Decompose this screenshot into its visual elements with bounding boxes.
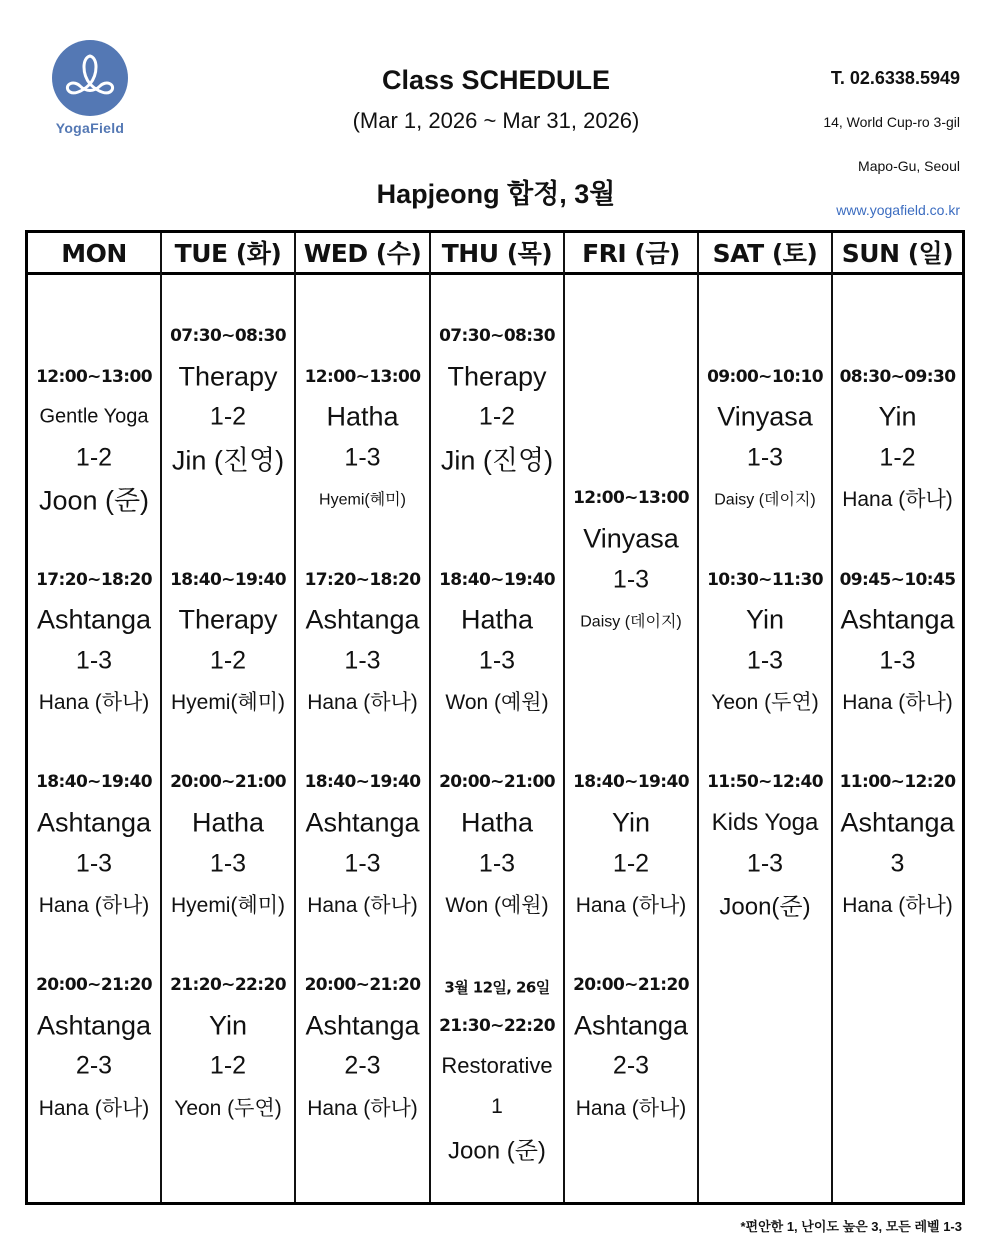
class-level: 2-3 bbox=[75, 1051, 113, 1080]
class-name: Hatha bbox=[460, 604, 534, 635]
class-level: 1-3 bbox=[344, 443, 381, 472]
class-instructor: Hana (하나) bbox=[575, 1097, 687, 1120]
class-instructor: Hana (하나) bbox=[38, 1097, 150, 1120]
class-name: Vinyasa bbox=[717, 401, 813, 432]
class-level: 1-2 bbox=[209, 646, 247, 675]
class-level: 2-3 bbox=[612, 1051, 650, 1080]
day-header-mon: MON bbox=[61, 239, 127, 268]
level-footnote: *편안한 1, 난이도 높은 3, 모든 레벨 1-3 bbox=[740, 1219, 962, 1234]
class-level: 1-3 bbox=[612, 565, 650, 594]
class-level: 1-3 bbox=[75, 849, 113, 878]
class-name: Therapy bbox=[178, 604, 278, 635]
class-name: Ashtanga bbox=[36, 807, 152, 838]
class-time: 17:20~18:20 bbox=[304, 570, 421, 590]
class-level: 1-3 bbox=[746, 849, 784, 878]
class-instructor: Won (예원) bbox=[445, 894, 549, 917]
class-instructor: Hana (하나) bbox=[842, 488, 953, 511]
class-instructor: Hana (하나) bbox=[842, 691, 953, 714]
class-instructor: Daisy (데이지) bbox=[580, 613, 682, 631]
class-instructor: Hyemi(혜미) bbox=[319, 491, 406, 509]
class-time: 20:00~21:20 bbox=[573, 975, 689, 995]
class-name: Ashtanga bbox=[840, 604, 955, 635]
class-time: 11:00~12:20 bbox=[839, 772, 956, 792]
class-time: 20:00~21:20 bbox=[36, 975, 152, 995]
class-name: Ashtanga bbox=[36, 1010, 152, 1041]
class-time: 12:00~13:00 bbox=[573, 488, 689, 508]
class-time: 18:40~19:40 bbox=[573, 772, 689, 792]
class-time: 17:20~18:20 bbox=[36, 570, 152, 590]
brand-name: YogaField bbox=[55, 120, 125, 136]
class-level: 1-3 bbox=[746, 646, 784, 675]
class-instructor: Hana (하나) bbox=[307, 1097, 418, 1120]
class-instructor: Joon (준) bbox=[448, 1137, 546, 1165]
phone-number: T. 02.6338.5949 bbox=[830, 68, 960, 88]
class-level: 1-2 bbox=[209, 1051, 247, 1080]
class-name: Hatha bbox=[460, 807, 534, 838]
day-header-wed: WED (수) bbox=[303, 239, 422, 268]
class-instructor: Hana (하나) bbox=[842, 894, 953, 917]
class-time: 12:00~13:00 bbox=[304, 367, 421, 387]
class-instructor: Yeon (두연) bbox=[711, 691, 819, 714]
class-level: 1-2 bbox=[478, 402, 516, 431]
branch-title: Hapjeong 합정, 3월 bbox=[376, 179, 616, 209]
class-time: 20:00~21:00 bbox=[170, 772, 286, 792]
day-header-sat: SAT (토) bbox=[712, 239, 818, 268]
class-time: 18:40~19:40 bbox=[439, 570, 555, 590]
class-instructor: Joon (준) bbox=[38, 485, 150, 516]
class-name: Ashtanga bbox=[840, 807, 955, 838]
class-level: 1-3 bbox=[209, 849, 247, 878]
class-name: Ashtanga bbox=[573, 1010, 689, 1041]
class-name: Hatha bbox=[326, 401, 399, 432]
day-header-sun: SUN (일) bbox=[841, 239, 954, 268]
class-time: 11:50~12:40 bbox=[707, 772, 823, 792]
class-level: 1-3 bbox=[344, 849, 381, 878]
day-header-tue: TUE (화) bbox=[174, 239, 282, 268]
class-level: 1-3 bbox=[879, 646, 916, 675]
class-time: 07:30~08:30 bbox=[439, 326, 555, 346]
class-name: Yin bbox=[878, 401, 917, 432]
class-instructor: Hana (하나) bbox=[38, 691, 150, 714]
class-name: Ashtanga bbox=[305, 604, 420, 635]
class-instructor: Hana (하나) bbox=[307, 691, 418, 714]
class-name: Yin bbox=[611, 807, 651, 838]
class-level: 1-3 bbox=[344, 646, 381, 675]
class-time: 09:45~10:45 bbox=[839, 570, 956, 590]
class-time: 20:00~21:00 bbox=[439, 772, 555, 792]
class-instructor: Joon(준) bbox=[719, 893, 811, 921]
class-time: 21:20~22:20 bbox=[170, 975, 286, 995]
website-link[interactable]: www.yogafield.co.kr bbox=[836, 202, 960, 218]
class-name: Kids Yoga bbox=[711, 809, 819, 836]
class-time: 10:30~11:30 bbox=[707, 570, 823, 590]
brand-logo bbox=[48, 40, 132, 136]
class-instructor: Jin (진영) bbox=[440, 445, 554, 476]
class-time: 07:30~08:30 bbox=[170, 326, 286, 346]
address-line-1: 14, World Cup-ro 3-gil bbox=[823, 114, 960, 130]
lotus-figure-icon bbox=[52, 40, 128, 116]
class-instructor: Hana (하나) bbox=[307, 894, 418, 917]
date-range: (Mar 1, 2026 ~ Mar 31, 2026) bbox=[352, 108, 640, 133]
class-time: 18:40~19:40 bbox=[304, 772, 421, 792]
class-level: 1-2 bbox=[75, 443, 113, 472]
class-date-note: 3월 12일, 26일 bbox=[444, 978, 550, 997]
class-instructor: Won (예원) bbox=[445, 691, 549, 714]
class-level: 3 bbox=[890, 849, 905, 878]
schedule-table bbox=[25, 230, 965, 1205]
class-level: 1-3 bbox=[478, 849, 516, 878]
class-time: 20:00~21:20 bbox=[304, 975, 421, 995]
class-name: Yin bbox=[745, 604, 785, 635]
class-instructor: Hyemi(혜미) bbox=[170, 894, 286, 917]
class-level: 1-3 bbox=[478, 646, 516, 675]
day-header-thu: THU (목) bbox=[441, 239, 553, 268]
class-level: 1-2 bbox=[879, 443, 916, 472]
class-level: 1-2 bbox=[612, 849, 650, 878]
header-divider bbox=[28, 272, 962, 275]
day-header-fri: FRI (금) bbox=[582, 239, 680, 268]
class-instructor: Hana (하나) bbox=[38, 894, 150, 917]
class-time: 09:00~10:10 bbox=[707, 367, 823, 387]
class-instructor: Hyemi(혜미) bbox=[170, 691, 286, 714]
class-name: Ashtanga bbox=[305, 807, 420, 838]
class-time: 21:30~22:20 bbox=[439, 1016, 555, 1036]
class-instructor: Jin (진영) bbox=[171, 445, 285, 476]
class-name: Gentle Yoga bbox=[39, 405, 149, 428]
class-instructor: Daisy (데이지) bbox=[714, 491, 816, 509]
class-name: Ashtanga bbox=[305, 1010, 420, 1041]
class-time: 08:30~09:30 bbox=[839, 367, 956, 387]
class-name: Therapy bbox=[447, 361, 547, 392]
class-time: 12:00~13:00 bbox=[36, 367, 152, 387]
class-level: 1-3 bbox=[746, 443, 784, 472]
class-name: Yin bbox=[208, 1010, 248, 1041]
class-time: 18:40~19:40 bbox=[36, 772, 152, 792]
page-title: Class SCHEDULE bbox=[381, 65, 611, 95]
class-level: 2-3 bbox=[344, 1051, 381, 1080]
class-instructor: Hana (하나) bbox=[575, 894, 687, 917]
address-line-2: Mapo-Gu, Seoul bbox=[858, 158, 960, 174]
class-name: Restorative bbox=[441, 1053, 553, 1078]
class-name: Hatha bbox=[191, 807, 265, 838]
class-level: 1-2 bbox=[209, 402, 247, 431]
class-level: 1 bbox=[491, 1095, 503, 1118]
class-level: 1-3 bbox=[75, 646, 113, 675]
class-name: Therapy bbox=[178, 361, 278, 392]
class-name: Vinyasa bbox=[583, 523, 679, 554]
class-instructor: Yeon (두연) bbox=[174, 1097, 282, 1120]
class-name: Ashtanga bbox=[36, 604, 152, 635]
class-time: 18:40~19:40 bbox=[170, 570, 286, 590]
